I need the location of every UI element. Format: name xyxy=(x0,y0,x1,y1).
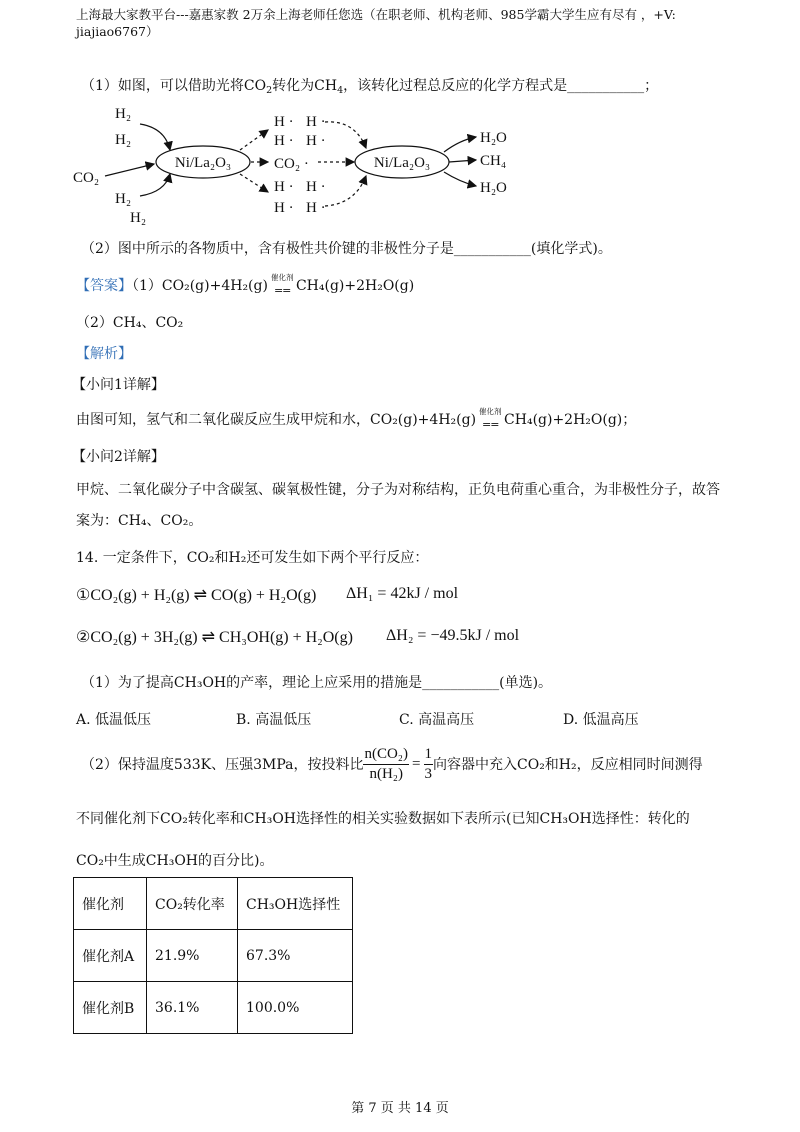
q14-part2-line2: 不同催化剂下CO₂转化率和CH₃OH选择性的相关实验数据如下表所示(已知CH₃OH选择性：转化的 xyxy=(76,811,690,827)
answer-eq-left: （1）CO₂(g)+4H₂(g) xyxy=(132,278,268,294)
h-radical-3: H · xyxy=(274,133,294,149)
h-radical-1: H · xyxy=(274,114,294,130)
answer-tag: 【答案】 xyxy=(76,278,132,294)
analysis-sub1-right: CH₄(g)+2H₂O(g)； xyxy=(504,412,637,428)
q14-reaction1-dh: ΔH₁ = 42kJ / mol xyxy=(346,585,459,602)
h2o-label-1: H₂O xyxy=(480,130,507,146)
table-cell: 67.3% xyxy=(238,930,353,982)
table-cell: 100.0% xyxy=(238,982,353,1034)
h-radical-4: H · xyxy=(306,133,326,149)
arrow-dashed-1 xyxy=(240,130,268,150)
table-cell: 催化剂A xyxy=(74,930,147,982)
table-cell: 催化剂B xyxy=(74,982,147,1034)
h2-label-3: H₂ xyxy=(115,191,132,207)
catalyst-data-table xyxy=(73,877,353,1034)
feed-ratio-value xyxy=(424,746,434,783)
h2-label-1: H₂ xyxy=(115,106,132,122)
arrow-dashed-6 xyxy=(325,176,366,206)
page-header-line1: 上海最大家教平台---嘉惠家教 2万余上海老师任您选（在职老师、机构老师、985学霸大学生应有尽有 ，+V: xyxy=(76,7,676,22)
page-header-line2: jiajiao6767） xyxy=(76,24,159,39)
h-radical-8: H · xyxy=(306,200,326,216)
arrow-dashed-3 xyxy=(240,174,268,192)
co2-radical: CO₂ · xyxy=(274,156,309,172)
q13-part1: （1）如图，可以借助光将$CO_2$转化为$CH_4$，该转化过程总反应的化学方程式是___________； xyxy=(81,78,659,96)
ch4-label: CH₄ xyxy=(480,153,507,169)
feed-ratio-value-den: 3 xyxy=(424,765,432,782)
arrow-out-3 xyxy=(444,172,476,186)
h-radical-5: H · xyxy=(274,179,294,195)
h-radical-7: H · xyxy=(274,200,294,216)
q14-part2-line1 xyxy=(81,740,703,788)
feed-ratio-value-num: 1 xyxy=(424,746,434,765)
q14-reaction1: ①CO₂(g) + H₂(g) ⇌ CO(g) + H₂O(g) xyxy=(76,587,317,604)
feed-ratio-num: n(CO₂) xyxy=(363,746,409,765)
q14-option-c: C. 高温高压 xyxy=(399,712,475,728)
answer-line2: （2）CH₄、CO₂ xyxy=(76,315,184,331)
catalyst-condition-2-label: 催化剂 xyxy=(479,407,502,416)
catalyst-condition-eq: == xyxy=(273,284,291,297)
h-radical-2: H · xyxy=(306,114,326,130)
q14-part2-line3: CO₂中生成CH₃OH的百分比)。 xyxy=(76,853,274,869)
table-header-cell: CH₃OH选择性 xyxy=(238,878,353,930)
q14-option-d: D. 低温高压 xyxy=(563,712,639,728)
q13-part1-mid: 转化为CH xyxy=(272,78,338,94)
arrow-h2-in-1 xyxy=(140,124,170,150)
table-cell: 21.9% xyxy=(147,930,238,982)
table-header-cell: CO₂转化率 xyxy=(147,878,238,930)
catalyst-label-2: Ni/La₂O₃ xyxy=(373,155,431,171)
table-cell: 36.1% xyxy=(147,982,238,1034)
arrow-out-1 xyxy=(444,137,476,152)
h2-label-2: H₂ xyxy=(115,132,132,148)
feed-ratio-eq: = xyxy=(412,755,421,772)
answer-line1 xyxy=(76,275,414,295)
q14-option-a: A. 低温低压 xyxy=(76,712,152,728)
table-header-cell: 催化剂 xyxy=(74,878,147,930)
q14-option-b: B. 高温低压 xyxy=(236,712,312,728)
arrow-co2-in xyxy=(105,164,154,176)
analysis-sub1-heading: 【小问1详解】 xyxy=(72,377,165,393)
q13-part1-suffix: ，该转化过程总反应的化学方程式是___________； xyxy=(343,78,659,94)
h-radical-6: H · xyxy=(306,179,326,195)
co2-label: CO₂ xyxy=(73,170,100,186)
feed-ratio-fraction xyxy=(363,746,409,783)
q13-part2: （2）图中所示的各物质中，含有极性共价键的非极性分子是___________(填化学式)。 xyxy=(81,241,612,257)
arrow-h2-in-2 xyxy=(140,174,170,196)
catalyst-condition xyxy=(270,273,294,297)
q14-intro: 14. 一定条件下，CO₂和H₂还可发生如下两个平行反应： xyxy=(76,550,429,566)
catalyst-condition-2-eq: == xyxy=(482,418,499,431)
h2o-label-2: H₂O xyxy=(480,180,507,196)
q13-part1-prefix: （1）如图，可以借助光将CO xyxy=(81,78,267,94)
table-row xyxy=(74,982,353,1034)
table-row xyxy=(74,930,353,982)
catalyst-condition-label: 催化剂 xyxy=(270,273,294,282)
page-number: 第 7 页 共 14 页 xyxy=(351,1101,449,1116)
q14-part2-left: （2）保持温度533K、压强3MPa，按投料比 xyxy=(81,757,364,773)
arrow-out-2 xyxy=(449,160,476,162)
catalyst-label-1: Ni/La₂O₃ xyxy=(174,155,232,171)
catalyst-condition-2 xyxy=(479,407,502,431)
q14-part1: （1）为了提高CH₃OH的产率，理论上应采用的措施是___________(单选)。 xyxy=(81,675,553,691)
reaction-diagram xyxy=(70,100,630,228)
h2-label-4: H₂ xyxy=(130,210,147,226)
q14-reaction2: ②CO₂(g) + 3H₂(g) ⇌ CH₃OH(g) + H₂O(g) xyxy=(76,629,353,646)
analysis-sub1-text xyxy=(76,409,636,429)
q14-part2-right: 向容器中充入CO₂和H₂，反应相同时间测得 xyxy=(433,757,703,773)
analysis-sub1-left: 由图可知，氢气和二氧化碳反应生成甲烷和水，CO₂(g)+4H₂(g) xyxy=(76,412,477,428)
analysis-sub2-line1: 甲烷、二氧化碳分子中含碳氢、碳氧极性键，分子为对称结构，正负电荷重心重合，为非极性分子，故答 xyxy=(76,482,720,498)
table-header-row xyxy=(74,878,353,930)
arrow-dashed-4 xyxy=(325,122,366,148)
answer-eq-right: CH₄(g)+2H₂O(g) xyxy=(295,278,415,294)
feed-ratio-den: n(H₂) xyxy=(369,765,404,782)
analysis-tag: 【解析】 xyxy=(76,346,132,362)
q14-reaction2-dh: ΔH₂ = −49.5kJ / mol xyxy=(386,627,520,644)
analysis-sub2-line2: 案为：CH₄、CO₂。 xyxy=(76,513,203,529)
analysis-sub2-heading: 【小问2详解】 xyxy=(72,449,165,465)
